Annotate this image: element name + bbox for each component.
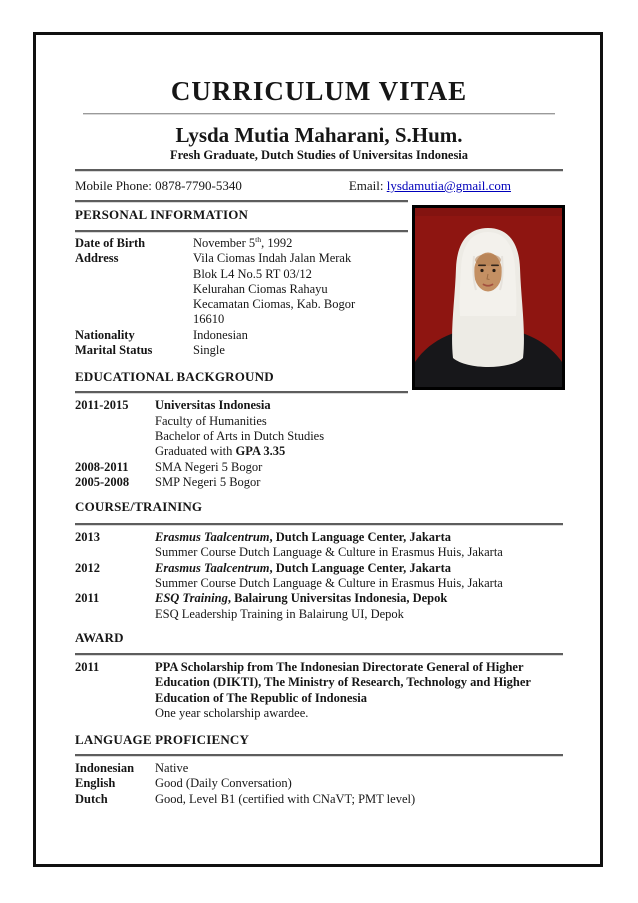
nationality-label: Nationality [75, 327, 135, 342]
section-heading-personal-information: PERSONAL INFORMATION [75, 207, 249, 222]
course-training-divider [75, 523, 563, 526]
section-heading-course-training: COURSE/TRAINING [75, 499, 203, 515]
course-description: ESQ Leadership Training in Balairung UI, Depok [155, 606, 404, 621]
nationality-value: Indonesian [193, 327, 248, 342]
course-title-location: , Dutch Language Center, Jakarta [269, 530, 451, 545]
language-name: Dutch [75, 791, 108, 806]
award-description: One year scholarship awardee. [155, 705, 309, 720]
portrait-photo-graphic [415, 208, 562, 387]
education-graduation [155, 444, 563, 459]
phone-label: Mobile Phone: [75, 178, 152, 193]
email-label: Email: [348, 178, 384, 193]
course-title-location: , Balairung Universitas Indonesia, Depok [227, 591, 448, 606]
section-heading-award: AWARD [75, 629, 124, 645]
course-year: 2013 [75, 530, 100, 545]
marital-status-value: Single [193, 343, 225, 358]
email [349, 178, 511, 194]
education-entry: SMP Negeri 5 Bogor [155, 474, 261, 489]
mobile-phone [75, 178, 242, 194]
award-divider [75, 653, 563, 656]
page-title: CURRICULUM VITAE [170, 76, 468, 106]
language-name: English [75, 776, 116, 791]
education-entry: SMA Negeri 5 Bogor [155, 459, 263, 474]
gpa-value: GPA 3.35 [235, 444, 286, 459]
contact-divider [75, 200, 408, 203]
course-year: 2011 [75, 591, 100, 606]
dob-ordinal: th [255, 234, 262, 244]
language-table [75, 761, 563, 807]
course-entry [155, 591, 563, 622]
award-table [75, 660, 563, 721]
address-line: Kelurahan Ciomas Rahayu [193, 281, 328, 296]
dob-year: , 1992 [261, 236, 293, 250]
section-heading-language-proficiency: LANGUAGE PROFICIENCY [75, 732, 250, 748]
candidate-subtitle: Fresh Graduate, Dutch Studies of Universitas Indonesia [169, 148, 469, 162]
education-entry [155, 398, 563, 459]
phone-number: 0878-7790-5340 [155, 178, 242, 193]
language-level: Good, Level B1 (certified with CNaVT; PMT level) [155, 791, 416, 806]
portrait-photo [412, 205, 565, 390]
education-detail: Bachelor of Arts in Dutch Studies [155, 428, 325, 443]
education-period: 2011-2015 [75, 398, 129, 413]
course-description: Summer Course Dutch Language & Culture in Erasmus Huis, Jakarta [155, 545, 503, 560]
personal-information-divider [75, 230, 408, 233]
education-table [75, 398, 563, 490]
award-title-line: PPA Scholarship from The Indonesian Directorate General of Higher [155, 659, 524, 674]
educational-background-divider [75, 391, 408, 394]
education-institution: Universitas Indonesia [155, 398, 271, 413]
email-link[interactable]: lysdamutia@gmail.com [386, 178, 511, 193]
address-line: Kecamatan Ciomas, Kab. Bogor [193, 297, 356, 312]
award-year: 2011 [75, 659, 100, 674]
course-title-institution: ESQ Training [155, 591, 228, 606]
course-title [155, 591, 563, 606]
date-of-birth-label: Date of Birth [75, 236, 146, 250]
education-period: 2008-2011 [75, 459, 129, 474]
address-line: Vila Ciomas Indah Jalan Merak [193, 251, 352, 266]
language-name: Indonesian [75, 761, 135, 776]
award-title-line: Education (DIKTI), The Ministry of Research, Technology and Higher [155, 675, 531, 690]
course-entry [155, 561, 563, 592]
language-proficiency-divider [75, 754, 563, 757]
dob-day: November 5 [193, 236, 256, 250]
cv-content [36, 35, 600, 807]
course-entry [155, 530, 563, 561]
course-title [155, 561, 563, 576]
education-detail: Faculty of Humanities [155, 413, 267, 428]
graduated-prefix: Graduated with [155, 444, 236, 459]
course-title-location: , Dutch Language Center, Jakarta [269, 560, 451, 575]
award-entry [155, 660, 563, 721]
title-divider [83, 113, 555, 115]
marital-status-label: Marital Status [75, 343, 153, 358]
language-level: Native [155, 761, 189, 776]
award-title-line: Education of The Republic of Indonesia [155, 690, 367, 705]
contact-row [75, 178, 563, 194]
candidate-name: Lysda Mutia Maharani, S.Hum. [175, 123, 463, 147]
address-label: Address [75, 251, 119, 266]
course-title-institution: Erasmus Taalcentrum [155, 530, 270, 545]
course-description: Summer Course Dutch Language & Culture in Erasmus Huis, Jakarta [155, 576, 503, 591]
course-title-institution: Erasmus Taalcentrum [155, 560, 270, 575]
education-period: 2005-2008 [75, 474, 130, 489]
language-level: Good (Daily Conversation) [155, 776, 292, 791]
address-line: 16610 [193, 312, 225, 327]
address-line: Blok L4 No.5 RT 03/12 [193, 266, 312, 281]
course-title [155, 530, 563, 545]
header-divider [75, 169, 563, 172]
section-heading-educational-background: EDUCATIONAL BACKGROUND [75, 369, 274, 385]
course-year: 2012 [75, 560, 100, 575]
course-table [75, 530, 563, 622]
cv-page-frame [33, 32, 603, 867]
